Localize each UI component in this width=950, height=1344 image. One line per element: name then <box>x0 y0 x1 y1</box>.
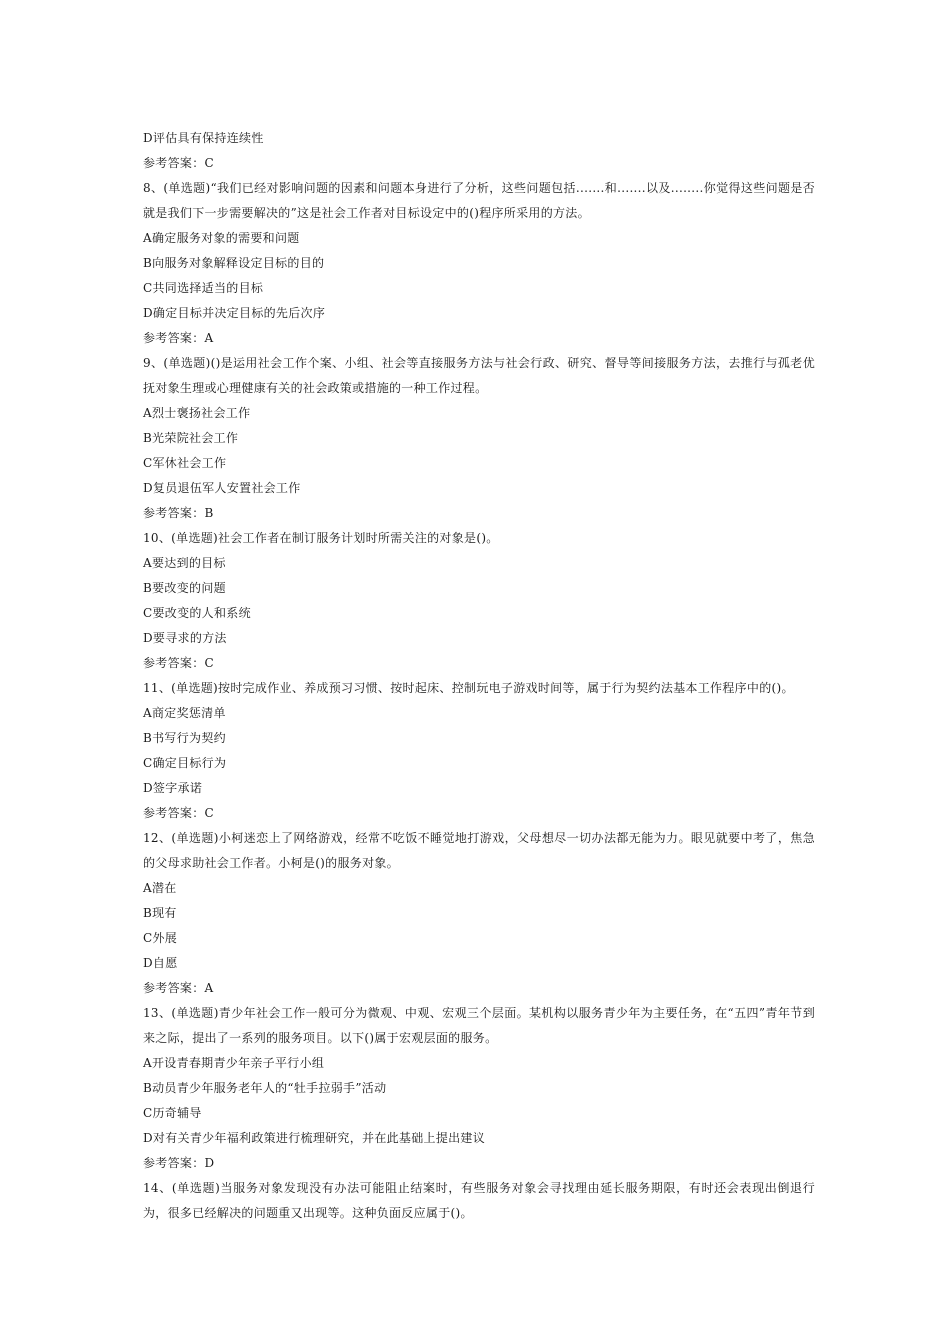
option-line: D对有关青少年福利政策进行梳理研究，并在此基础上提出建议 <box>143 1131 486 1145</box>
option-line: C要改变的人和系统 <box>143 606 251 620</box>
option-line: C军休社会工作 <box>143 456 227 470</box>
option-line: B书写行为契约 <box>143 731 226 745</box>
option-line: A商定奖惩清单 <box>143 706 226 720</box>
option-line: C历奇辅导 <box>143 1106 202 1120</box>
option-line: A开设青春期青少年亲子平行小组 <box>143 1056 325 1070</box>
option-line: B光荣院社会工作 <box>143 431 239 445</box>
option-line: D签字承诺 <box>143 781 203 795</box>
option-line: A烈士褒扬社会工作 <box>143 406 251 420</box>
option-line: C共同选择适当的目标 <box>143 281 264 295</box>
option-line: B动员青少年服务老年人的“牡手拉弱手”活动 <box>143 1081 387 1095</box>
option-line: B要改变的问题 <box>143 581 226 595</box>
answer-line: 参考答案：A <box>143 331 214 345</box>
option-line: A要达到的目标 <box>143 556 226 570</box>
question-8: 8、(单选题)“我们已经对影响问题的因素和问题本身进行了分析，这些问题包括.......和.......以及........你觉得这些问题是否就是我们下一步需要解决的”这是社会工作者对目标设定中的()程序所采用的方法。 <box>143 181 815 220</box>
answer-line: 参考答案：C <box>143 656 214 670</box>
option-line: A潜在 <box>143 881 177 895</box>
option-line: D确定目标并决定目标的先后次序 <box>143 306 326 320</box>
question-9: 9、(单选题)()是运用社会工作个案、小组、社会等直接服务方法与社会行政、研究、督导等间接服务方法，去推行与孤老优抚对象生理或心理健康有关的社会政策或措施的一种工作过程。 <box>143 356 815 395</box>
answer-line: 参考答案：B <box>143 506 214 520</box>
option-line: C外展 <box>143 931 178 945</box>
option-line: A确定服务对象的需要和问题 <box>143 231 300 245</box>
option-line: D自愿 <box>143 956 178 970</box>
answer-line: 参考答案：C <box>143 806 214 820</box>
question-12: 12、(单选题)小柯迷恋上了网络游戏，经常不吃饭不睡觉地打游戏，父母想尽一切办法都无能为力。眼见就要中考了，焦急的父母求助社会工作者。小柯是()的服务对象。 <box>143 831 815 870</box>
option-line: C确定目标行为 <box>143 756 227 770</box>
answer-line: 参考答案：C <box>143 156 214 170</box>
option-line: B向服务对象解释设定目标的目的 <box>143 256 325 270</box>
option-line: D要寻求的方法 <box>143 631 227 645</box>
question-14: 14、(单选题)当服务对象发现没有办法可能阻止结案时，有些服务对象会寻找理由延长服务期限，有时还会表现出倒退行为，很多已经解决的问题重又出现等。这种负面反应属于()。 <box>143 1181 815 1220</box>
option-line: B现有 <box>143 906 177 920</box>
document-body <box>143 126 815 1226</box>
question-10: 10、(单选题)社会工作者在制订服务计划时所需关注的对象是()。 <box>143 531 499 545</box>
answer-line: 参考答案：D <box>143 1156 215 1170</box>
question-13: 13、(单选题)青少年社会工作一般可分为微观、中观、宏观三个层面。某机构以服务青少年为主要任务，在“五四”青年节到来之际，提出了一系列的服务项目。以下()属于宏观层面的服务。 <box>143 1006 815 1045</box>
option-line: D复员退伍军人安置社会工作 <box>143 481 301 495</box>
option-line: D评估具有保持连续性 <box>143 131 264 145</box>
question-11: 11、(单选题)按时完成作业、养成预习习惯、按时起床、控制玩电子游戏时间等，属于行为契约法基本工作程序中的()。 <box>143 681 794 695</box>
answer-line: 参考答案：A <box>143 981 214 995</box>
